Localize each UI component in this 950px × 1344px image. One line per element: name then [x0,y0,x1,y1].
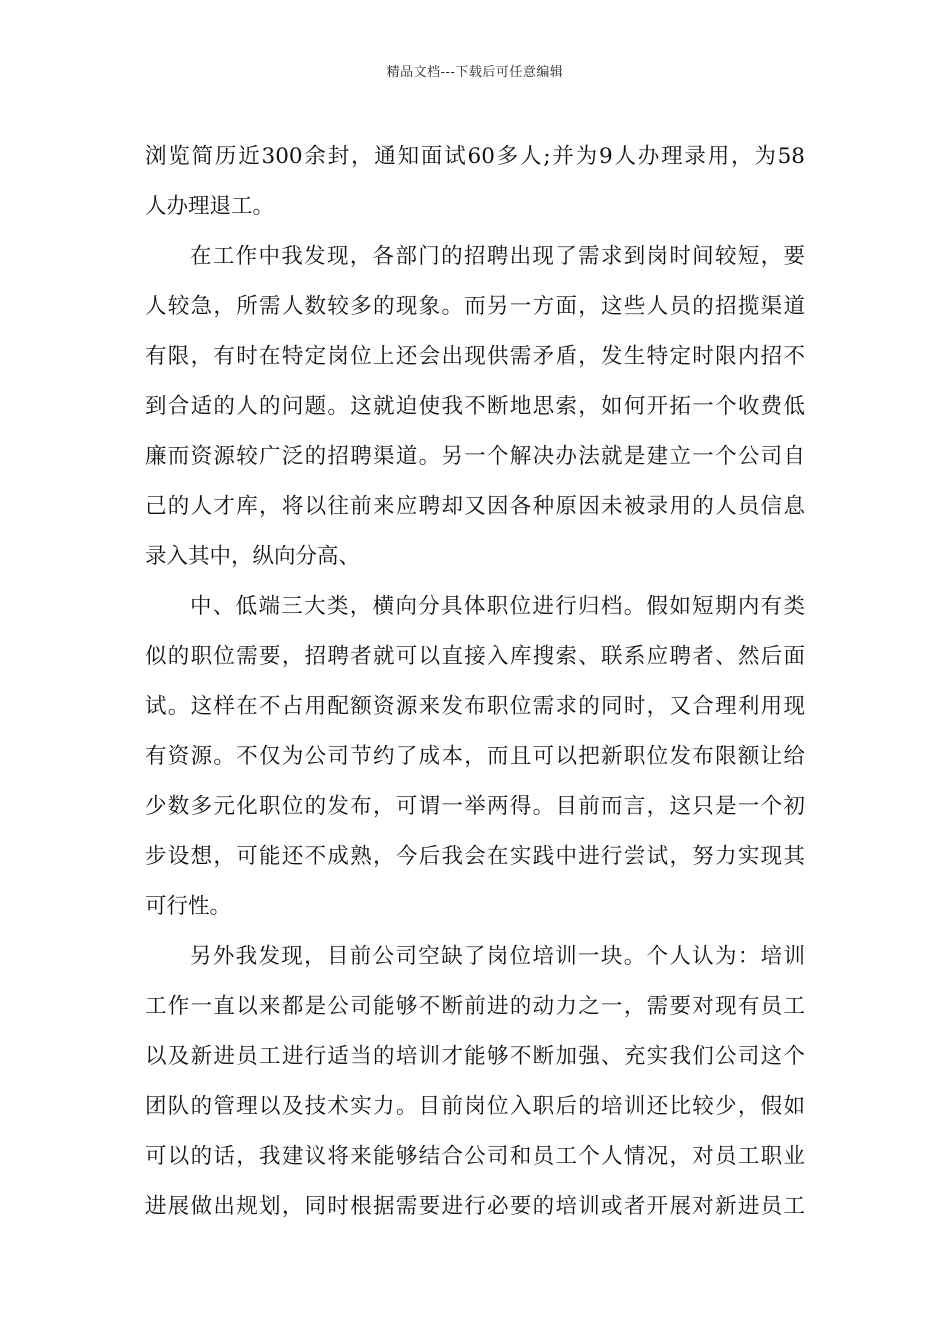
page-header: 精品文档---下载后可任意编辑 [386,65,564,80]
text-line: 人办理退工。 [145,194,275,219]
text-line: 人较急，所需人数较多的现象。而另一方面，这些人员的招揽渠道 [145,294,805,319]
text-line: 团队的管理以及技术实力。目前岗位入职后的培训还比较少，假如 [145,1094,805,1119]
text-line: 另外我发现，目前公司空缺了岗位培训一块。个人认为：培训 [190,944,805,969]
text-line: 浏览简历近300余封，通知面试60多人;并为9人办理录用，为58 [145,144,805,169]
text-line: 可以的话，我建议将来能够结合公司和员工个人情况，对员工职业 [145,1144,805,1169]
text-line: 步设想，可能还不成熟，今后我会在实践中进行尝试，努力实现其 [145,844,805,869]
text-line: 廉而资源较广泛的招聘渠道。另一个解决办法就是建立一个公司自 [145,444,805,469]
text-line: 有限，有时在特定岗位上还会出现供需矛盾，发生特定时限内招不 [145,344,805,369]
text-line: 可行性。 [145,894,232,919]
text-line: 到合适的人的问题。这就迫使我不断地思索，如何开拓一个收费低 [145,394,805,419]
text-line: 中、低端三大类，横向分具体职位进行归档。假如短期内有类 [190,594,805,619]
text-line: 以及新进员工进行适当的培训才能够不断加强、充实我们公司这个 [145,1044,805,1069]
text-line: 进展做出规划，同时根据需要进行必要的培训或者开展对新进员工 [145,1194,805,1219]
body-text [145,132,805,1232]
text-line: 录入其中，纵向分高、 [145,544,361,569]
text-line: 在工作中我发现，各部门的招聘出现了需求到岗时间较短，要 [190,244,805,269]
text-line: 少数多元化职位的发布，可谓一举两得。目前而言，这只是一个初 [145,794,805,819]
text-line: 工作一直以来都是公司能够不断前进的动力之一，需要对现有员工 [145,994,805,1019]
text-line: 有资源。不仅为公司节约了成本，而且可以把新职位发布限额让给 [145,744,805,769]
text-line: 试。这样在不占用配额资源来发布职位需求的同时，又合理利用现 [145,694,805,719]
text-line: 己的人才库，将以往前来应聘却又因各种原因未被录用的人员信息 [145,494,805,519]
text-line: 似的职位需要，招聘者就可以直接入库搜索、联系应聘者、然后面 [145,644,805,669]
